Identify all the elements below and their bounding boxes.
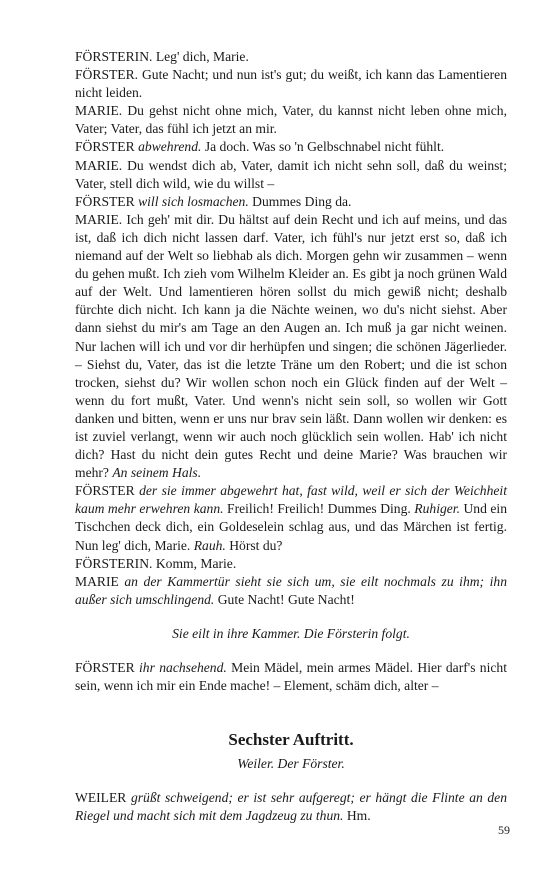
dialogue-line: FÖRSTERIN. Komm, Marie. (75, 555, 237, 571)
dialogue-line: MARIE an der Kammertür sieht sie sich um, sie eilt nochmals zu ihm; ihn außer sich umschlingend. Gute Nacht! Gute Nacht! (75, 573, 508, 607)
dialogue-line: FÖRSTER abwehrend. Ja doch. Was so 'n Gelbschnabel nicht fühlt. (75, 139, 445, 155)
scene-subtitle: Weiler. Der Förster. (237, 756, 345, 772)
stage-direction: Sie eilt in ihre Kammer. Die Försterin folgt. (172, 625, 410, 641)
dialogue-line: FÖRSTERIN. Leg' dich, Marie. (75, 49, 249, 64)
dialogue-line: MARIE. Du gehst nicht ohne mich, Vater, du kannst nicht leben ohne mich, Vater; Vater, das fühl ich jetzt an mir. (75, 103, 507, 137)
dialogue-line: MARIE. Du wendst dich ab, Vater, damit ich nicht sehn soll, daß du weinst; Vater, stell dich wild, wie du willst – (75, 157, 507, 191)
dialogue-line: FÖRSTER ihr nachsehend. Mein Mädel, mein armes Mädel. Hier darf's nicht sein, wenn ich mir ein Ende mache! – Element, schäm dich, alter – (75, 660, 507, 694)
dialogue-line: FÖRSTER. Gute Nacht; und nun ist's gut; du weißt, ich kann das Lamentieren nicht leiden. (75, 67, 507, 101)
scene-title: Sechster Auftritt. (228, 730, 354, 750)
dialogue-line: WEILER grüßt schweigend; er ist sehr aufgeregt; er hängt die Flinte an den Riegel und macht sich mit dem Jagdzeug zu thun. Hm. (75, 790, 507, 824)
dialogue-line: FÖRSTER will sich losmachen. Dummes Ding da. (75, 193, 352, 209)
dialogue-line: MARIE. Ich geh' mit dir. Du hältst auf dein Recht und ich auf meins, und das ist, daß ich dich nicht lassen darf. Vater, ich fühl's nur jetzt erst so, daß ich niemand auf der Welt so liebhab als dich. Morgen gehn wir zusammen – wenn du gehen mußt. Ich zieh vom Wilhelm Kleider an. Es gibt ja noch grünen Wald auf der Welt. Und lamentieren hören sollst du mich gewiß nicht; deshalb fürchte dich nicht. Ich kann ja die Nächte weinen, wo du's nicht siehst. Aber dann siehst du mir's am Tage an den Augen an. Ich muß ja gar nicht weinen. Nur lachen will ich und vor dir herhüpfen und singen; die schönen Jägerlieder. – Siehst du, Vater, das ist die letzte Träne um den Robert; und die ist schon trocken, siehst du? Wir wollen schon noch ein Glück finden auf der Welt – wenn du fort mußt, Vater. Und wenn's nicht sein soll, so wollen wir Gott danken und bitten, wenn er uns nur brav sein läßt. Dann wollen wir denken: es ist zuviel verlangt, wenn wir auch noch glücklich sein wollen. Hab' ich nicht dich? Hast du nicht dein gutes Recht und deine Marie? Was brauchen wir mehr? An seinem Hals. (75, 211, 507, 481)
page-body (75, 48, 507, 825)
dialogue-line: FÖRSTER der sie immer abgewehrt hat, fast wild, weil er sich der Weichheit kaum mehr erwehren kann. Freilich! Freilich! Dummes Ding. Ruhiger. Und ein Tischchen deck dich, ein Goldeselein schlag aus, und das Märchen ist fertig. Nun leg' dich, Marie. Rauh. Hörst du? (75, 483, 507, 553)
page-number: 59 (498, 823, 510, 837)
